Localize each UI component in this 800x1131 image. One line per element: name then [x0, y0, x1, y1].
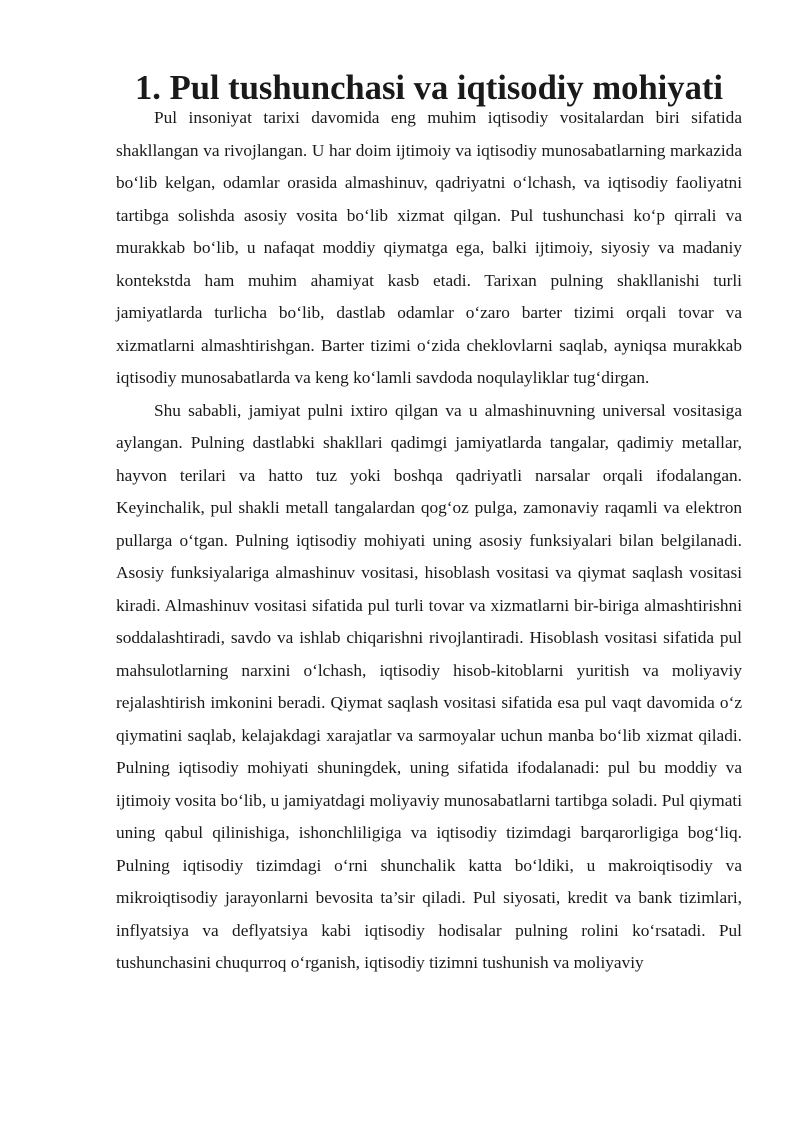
document-page — [116, 69, 742, 980]
paragraph-2: Shu sababli, jamiyat pulni ixtiro qilgan va u almashinuvning universal vositasiga aylangan. Pulning dastlabki shakllari qadimgi jamiyatlarda tangalar, qadimiy metallar, hayvon terilari va hatto tuz yoki boshqa qadriyatli narsalar orqali ifodalangan. Keyinchalik, pul shakli metall tangalardan qog‘oz pulga, zamonaviy raqamli va elektron pullarga o‘tgan. Pulning iqtisodiy mohiyati uning asosiy funksiyalari bilan belgilanadi. Asosiy funksiyalariga almashinuv vositasi, hisoblash vositasi va qiymat saqlash vositasi kiradi. Almashinuv vositasi sifatida pul turli tovar va xizmatlarni bir-biriga almashtirishni soddalashtiradi, savdo va ishlab chiqarishni rivojlantiradi. Hisoblash vositasi sifatida pul mahsulotlarning narxini o‘lchash, iqtisodiy hisob-kitoblarni yuritish va moliyaviy rejalashtirish imkonini beradi. Qiymat saqlash vositasi sifatida esa pul vaqt davomida o‘z qiymatini saqlab, kelajakdagi xarajatlar va sarmoyalar uchun manba bo‘lib xizmat qiladi. Pulning iqtisodiy mohiyati shuningdek, uning sifatida ifodalanadi: pul bu moddiy va ijtimoiy vosita bo‘lib, u jamiyatdagi moliyaviy munosabatlarni tartibga soladi. Pul qiymati uning qabul qilinishiga, ishonchliligiga va iqtisodiy tizimdagi barqarorligiga bog‘liq. Pulning iqtisodiy tizimdagi o‘rni shunchalik katta bo‘ldiki, u makroiqtisodiy va mikroiqtisodiy jarayonlarni bevosita ta’sir qiladi. Pul siyosati, kredit va bank tizimlari, inflyatsiya va deflyatsiya kabi iqtisodiy hodisalar pulning rolini ko‘rsatadi. Pul tushunchasini chuqurroq o‘rganish, iqtisodiy tizimni tushunish va moliyaviy — [116, 400, 742, 972]
section-title: 1. Pul tushunchasi va iqtisodiy mohiyati — [135, 69, 723, 107]
paragraph-1: Pul insoniyat tarixi davomida eng muhim iqtisodiy vositalardan biri sifatida shakllangan va rivojlangan. U har doim ijtimoiy va iqtisodiy munosabatlarning markazida bo‘lib kelgan, odamlar orasida almashinuv, qadriyatni o‘lchash, va iqtisodiy faoliyatni tartibga solishda asosiy vosita bo‘lib xizmat qilgan. Pul tushunchasi ko‘p qirrali va murakkab bo‘lib, u nafaqat moddiy qiymatga ega, balki ijtimoiy, siyosiy va madaniy kontekstda ham muhim ahamiyat kasb etadi. Tarixan pulning shakllanishi turli jamiyatlarda turlicha bo‘lib, dastlab odamlar o‘zaro barter tizimi orqali tovar va xizmatlarni almashtirishgan. Barter tizimi o‘zida cheklovlarni saqlab, ayniqsa murakkab iqtisodiy munosabatlarda va keng ko‘lamli savdoda noqulayliklar tug‘dirgan. — [116, 108, 742, 387]
